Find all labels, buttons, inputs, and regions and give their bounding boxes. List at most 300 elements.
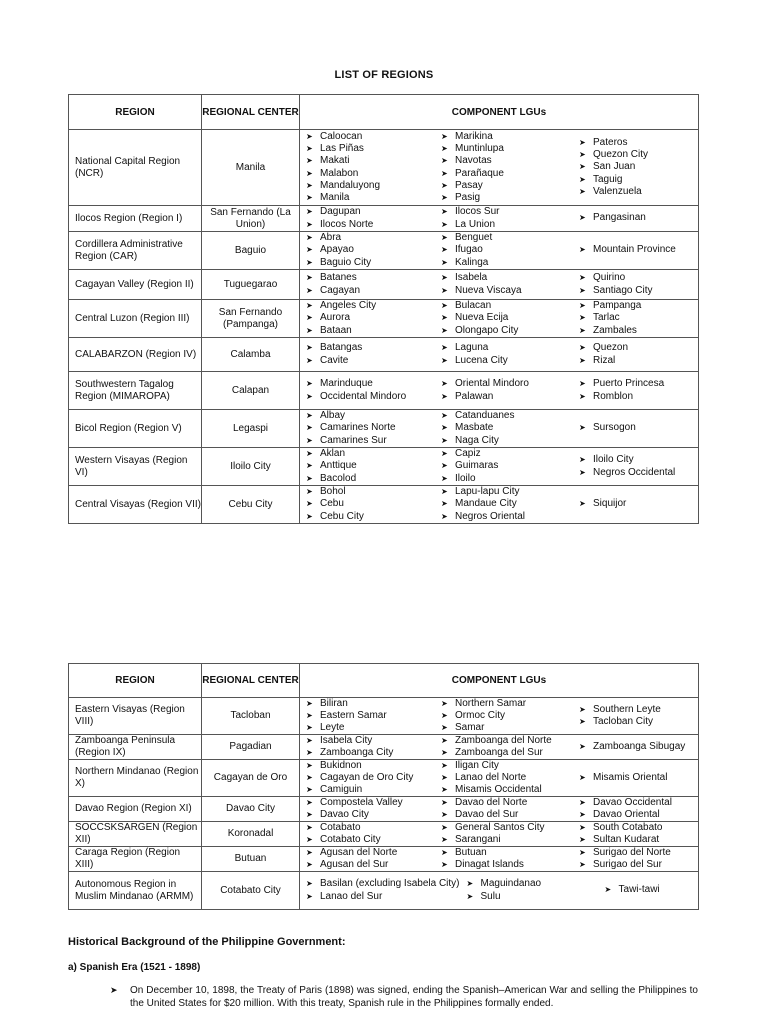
region-name: Northern Mindanao (Region X): [69, 760, 202, 797]
lgu-item: [441, 192, 573, 204]
lgu-column: [300, 486, 434, 523]
lgu-item: [441, 272, 573, 284]
lgu-column: [573, 797, 698, 821]
lgu-item: [467, 878, 599, 890]
regional-center: Manila: [202, 130, 300, 206]
arrow-bullet-icon: ➤: [441, 273, 448, 283]
arrow-bullet-icon: ➤: [441, 219, 448, 229]
lgu-item: [579, 325, 698, 337]
region-name: Cordillera Administrative Region (CAR): [69, 232, 202, 270]
lgu-name: Malabon: [320, 167, 359, 179]
lgu-column: [300, 270, 434, 299]
lgu-name: Cebu: [320, 498, 344, 510]
arrow-bullet-icon: ➤: [441, 487, 448, 497]
arrow-bullet-icon: ➤: [579, 213, 586, 223]
lgu-column: [434, 232, 573, 269]
arrow-bullet-icon: ➤: [441, 710, 448, 720]
arrow-bullet-icon: ➤: [441, 411, 448, 421]
arrow-bullet-icon: ➤: [579, 835, 586, 844]
lgu-item: [579, 186, 698, 198]
lgu-name: Iloilo: [455, 472, 476, 484]
lgu-item: [441, 809, 573, 821]
lgu-item: [306, 131, 434, 143]
lgu-item: [306, 784, 434, 796]
lgu-name: Tawi-tawi: [618, 884, 660, 896]
arrow-bullet-icon: ➤: [306, 257, 313, 267]
arrow-bullet-icon: ➤: [306, 192, 313, 202]
arrow-bullet-icon: ➤: [306, 435, 313, 445]
component-lgus: [300, 847, 699, 872]
lgu-item: [579, 300, 698, 312]
lgu-item: [306, 272, 434, 284]
lgu-name: Zamboanga del Sur: [455, 747, 543, 758]
lgu-name: Pateros: [593, 136, 628, 148]
lgu-column: [573, 822, 698, 846]
arrow-bullet-icon: ➤: [441, 131, 448, 141]
lgu-name: Abra: [320, 232, 342, 244]
lgu-name: Marinduque: [320, 378, 373, 390]
lgu-name: Bulacan: [455, 300, 492, 312]
lgu-name: Isabela: [455, 272, 488, 284]
component-lgus: [300, 372, 699, 410]
arrow-bullet-icon: ➤: [441, 301, 448, 311]
lgu-item: [579, 822, 698, 834]
lgu-name: Bohol: [320, 486, 346, 498]
lgu-name: Muntinlupa: [455, 143, 504, 155]
lgu-name: San Juan: [593, 161, 636, 173]
lgu-name: Romblon: [593, 390, 634, 402]
lgu-item: [306, 498, 434, 510]
lgu-name: Marikina: [455, 130, 493, 142]
regional-center: San Fernando (Pampanga): [202, 300, 300, 338]
lgu-item: [441, 498, 573, 510]
lgu-column: [300, 206, 434, 231]
lgu-item: [306, 698, 434, 710]
lgu-column: [434, 372, 573, 409]
lgu-name: Lanao del Sur: [320, 890, 383, 902]
lgu-column: [300, 338, 434, 371]
subsection-heading: a) Spanish Era (1521 - 1898): [68, 962, 201, 973]
lgu-item: [306, 325, 434, 337]
paragraph-bullet-icon: ➤: [110, 985, 118, 995]
lgu-item: [306, 710, 434, 722]
region-row: [69, 760, 699, 797]
lgu-item: [441, 448, 573, 460]
region-row: [69, 486, 699, 524]
lgu-column: [434, 760, 573, 796]
lgu-item: [579, 834, 698, 846]
region-name: Western Visayas (Region VI): [69, 448, 202, 486]
header-regional-center: REGIONAL CENTER: [202, 664, 300, 698]
region-name: Davao Region (Region XI): [69, 797, 202, 822]
lgu-column: [300, 797, 434, 821]
lgu-name: Lucena City: [455, 354, 508, 366]
lgu-name: Nueva Viscaya: [455, 284, 522, 296]
lgu-item: [579, 378, 698, 390]
lgu-column: [573, 486, 698, 523]
lgu-item: [579, 391, 698, 403]
lgu-name: Camarines Sur: [320, 434, 387, 446]
arrow-bullet-icon: ➤: [306, 860, 313, 869]
region-name: SOCCSKSARGEN (Region XII): [69, 822, 202, 847]
lgu-column: [573, 270, 698, 299]
arrow-bullet-icon: ➤: [579, 772, 586, 782]
arrow-bullet-icon: ➤: [441, 847, 448, 857]
arrow-bullet-icon: ➤: [579, 273, 586, 283]
lgu-name: Guimaras: [455, 460, 499, 472]
lgu-item: [306, 285, 434, 297]
lgu-item: [441, 747, 573, 759]
component-lgus: [300, 797, 699, 822]
lgu-item: [579, 342, 698, 354]
arrow-bullet-icon: ➤: [579, 162, 586, 172]
lgu-item: [306, 219, 434, 231]
lgu-name: Leyte: [320, 722, 345, 734]
regions-table-1: [68, 94, 699, 524]
header-region: REGION: [69, 664, 202, 698]
lgu-column: [434, 130, 573, 205]
lgu-item: [441, 325, 573, 337]
lgu-name: Samar: [455, 722, 485, 734]
region-row: [69, 300, 699, 338]
lgu-name: Sultan Kudarat: [593, 834, 660, 845]
lgu-name: Baguio City: [320, 256, 372, 268]
lgu-name: Parañaque: [455, 167, 504, 179]
component-lgus: [300, 760, 699, 797]
lgu-item: [441, 355, 573, 367]
arrow-bullet-icon: ➤: [306, 822, 313, 832]
lgu-column: [573, 130, 698, 205]
lgu-item: [579, 797, 698, 809]
lgu-item: [441, 473, 573, 485]
lgu-name: Mountain Province: [593, 244, 676, 256]
lgu-name: Manila: [320, 191, 350, 203]
arrow-bullet-icon: ➤: [579, 150, 586, 160]
lgu-item: [441, 486, 573, 498]
arrow-bullet-icon: ➤: [306, 499, 313, 509]
lgu-item: [306, 809, 434, 821]
component-lgus: [300, 735, 699, 760]
arrow-bullet-icon: ➤: [604, 885, 612, 895]
lgu-name: Iligan City: [455, 759, 499, 771]
region-name: Ilocos Region (Region I): [69, 206, 202, 232]
lgu-item: [306, 760, 434, 772]
component-lgus: [300, 698, 699, 735]
arrow-bullet-icon: ➤: [441, 355, 448, 365]
lgu-name: Quezon: [593, 342, 629, 354]
lgu-column: [573, 372, 698, 409]
lgu-name: Sursogon: [593, 422, 636, 434]
lgu-name: Capiz: [455, 448, 481, 460]
lgu-item: [441, 285, 573, 297]
header-component-lgus: COMPONENT LGUs: [300, 95, 699, 130]
history-paragraph: On December 10, 1898, the Treaty of Paris (1898) was signed, ending the Spanish–American War and selling the Philippines to the United States for $20 million. With this treaty, Spanish rule in the Philippines formally ended.: [130, 985, 698, 1009]
arrow-bullet-icon: ➤: [306, 487, 313, 497]
lgu-name: Zamboanga Sibugay: [593, 740, 686, 752]
lgu-item: [306, 257, 434, 269]
lgu-name: Albay: [320, 410, 346, 422]
page-title: LIST OF REGIONS: [334, 69, 434, 81]
lgu-item: [441, 710, 573, 722]
lgu-column: [573, 410, 698, 447]
lgu-name: Sarangani: [455, 834, 501, 845]
region-name: National Capital Region (NCR): [69, 130, 202, 206]
arrow-bullet-icon: ➤: [306, 698, 313, 708]
lgu-name: Laguna: [455, 342, 489, 354]
lgu-name: Mandaluyong: [320, 179, 381, 191]
lgu-item: [306, 168, 434, 180]
lgu-column: [573, 448, 698, 485]
arrow-bullet-icon: ➤: [579, 797, 586, 807]
lgu-name: Palawan: [455, 390, 494, 402]
lgu-name: Naga City: [455, 434, 499, 446]
arrow-bullet-icon: ➤: [441, 748, 448, 757]
component-lgus: [300, 338, 699, 372]
arrow-bullet-icon: ➤: [306, 207, 313, 217]
arrow-bullet-icon: ➤: [306, 301, 313, 311]
lgu-name: Anttique: [320, 460, 357, 472]
arrow-bullet-icon: ➤: [441, 860, 448, 869]
arrow-bullet-icon: ➤: [579, 355, 586, 365]
arrow-bullet-icon: ➤: [579, 245, 586, 255]
arrow-bullet-icon: ➤: [306, 355, 313, 365]
regional-center: Tuguegarao: [202, 270, 300, 300]
lgu-name: Batanes: [320, 272, 357, 284]
lgu-name: Camarines Norte: [320, 422, 396, 434]
regional-center: Cotabato City: [202, 872, 300, 910]
region-row: [69, 735, 699, 760]
arrow-bullet-icon: ➤: [441, 325, 448, 335]
lgu-name: Butuan: [455, 846, 487, 858]
lgu-name: Quirino: [593, 272, 626, 284]
lgu-item: [306, 232, 434, 244]
lgu-name: Ormoc City: [455, 709, 505, 721]
arrow-bullet-icon: ➤: [441, 760, 448, 770]
arrow-bullet-icon: ➤: [306, 156, 313, 166]
lgu-column: [300, 847, 434, 871]
lgu-name: Zamboanga del Norte: [455, 734, 552, 746]
regional-center: Butuan: [202, 847, 300, 872]
arrow-bullet-icon: ➤: [306, 423, 313, 433]
arrow-bullet-icon: ➤: [579, 499, 586, 509]
lgu-column: [460, 872, 599, 909]
lgu-item: [441, 219, 573, 231]
lgu-name: Santiago City: [593, 284, 653, 296]
arrow-bullet-icon: ➤: [579, 847, 586, 857]
arrow-bullet-icon: ➤: [306, 760, 313, 770]
lgu-name: Makati: [320, 155, 350, 167]
lgu-item: [579, 212, 698, 224]
arrow-bullet-icon: ➤: [306, 511, 313, 521]
region-row: [69, 698, 699, 735]
arrow-bullet-icon: ➤: [306, 343, 313, 353]
header-regional-center: REGIONAL CENTER: [202, 95, 300, 130]
lgu-item: [441, 206, 573, 218]
lgu-item: [306, 847, 434, 859]
lgu-column: [573, 232, 698, 269]
arrow-bullet-icon: ➤: [306, 180, 313, 190]
component-lgus: [300, 872, 699, 910]
arrow-bullet-icon: ➤: [579, 741, 586, 751]
arrow-bullet-icon: ➤: [306, 810, 313, 819]
lgu-name: Sulu: [480, 890, 501, 902]
lgu-item: [306, 859, 434, 871]
lgu-column: [434, 822, 573, 846]
lgu-name: Cagayan de Oro City: [320, 771, 414, 783]
lgu-name: Aklan: [320, 448, 346, 460]
arrow-bullet-icon: ➤: [306, 144, 313, 154]
lgu-item: [441, 143, 573, 155]
component-lgus: [300, 270, 699, 300]
region-name: Eastern Visayas (Region VIII): [69, 698, 202, 735]
lgu-name: Pangasinan: [593, 212, 646, 224]
lgu-name: Ifugao: [455, 244, 483, 256]
arrow-bullet-icon: ➤: [441, 233, 448, 243]
lgu-name: Davao del Sur: [455, 809, 519, 820]
lgu-name: Misamis Occidental: [455, 784, 542, 796]
lgu-column: [434, 797, 573, 821]
lgu-item: [306, 891, 460, 903]
lgu-name: Davao Oriental: [593, 809, 660, 820]
regional-center: Iloilo City: [202, 448, 300, 486]
lgu-item: [441, 342, 573, 354]
lgu-name: Davao City: [320, 809, 369, 820]
lgu-name: Isabela City: [320, 734, 373, 746]
lgu-column: [573, 735, 698, 759]
regional-center: Cebu City: [202, 486, 300, 524]
lgu-name: Surigao del Norte: [593, 846, 671, 858]
lgu-column: [573, 847, 698, 871]
lgu-item: [306, 460, 434, 472]
lgu-item: [306, 878, 460, 890]
lgu-item: [306, 772, 434, 784]
lgu-column: [434, 847, 573, 871]
lgu-name: South Cotabato: [593, 821, 663, 833]
lgu-item: [306, 192, 434, 204]
lgu-name: Mandaue City: [455, 498, 517, 510]
arrow-bullet-icon: ➤: [441, 698, 448, 708]
arrow-bullet-icon: ➤: [306, 797, 313, 807]
lgu-column: [573, 206, 698, 231]
lgu-name: Bataan: [320, 324, 352, 336]
lgu-item: [579, 244, 698, 256]
arrow-bullet-icon: ➤: [441, 180, 448, 190]
lgu-item: [579, 312, 698, 324]
arrow-bullet-icon: ➤: [441, 473, 448, 483]
arrow-bullet-icon: ➤: [306, 449, 313, 459]
lgu-item: [306, 822, 434, 834]
arrow-bullet-icon: ➤: [441, 245, 448, 255]
lgu-column: [300, 372, 434, 409]
lgu-name: Lapu-lapu City: [455, 486, 520, 498]
lgu-item: [441, 511, 573, 523]
region-name: Central Luzon (Region III): [69, 300, 202, 338]
lgu-item: [441, 822, 573, 834]
lgu-name: Oriental Mindoro: [455, 378, 529, 390]
arrow-bullet-icon: ➤: [306, 879, 313, 889]
lgu-column: [434, 448, 573, 485]
arrow-bullet-icon: ➤: [306, 273, 313, 283]
lgu-name: Angeles City: [320, 300, 377, 312]
region-row: [69, 232, 699, 270]
lgu-item: [579, 847, 698, 859]
lgu-name: Cebu City: [320, 510, 364, 522]
lgu-name: Maguindanao: [480, 878, 542, 890]
lgu-item: [579, 859, 698, 871]
regional-center: Calamba: [202, 338, 300, 372]
region-name: Cagayan Valley (Region II): [69, 270, 202, 300]
lgu-item: [579, 704, 698, 716]
arrow-bullet-icon: ➤: [579, 285, 586, 295]
lgu-item: [441, 131, 573, 143]
lgu-name: Eastern Samar: [320, 709, 387, 721]
regional-center: Koronadal: [202, 822, 300, 847]
arrow-bullet-icon: ➤: [306, 710, 313, 720]
arrow-bullet-icon: ➤: [579, 174, 586, 184]
arrow-bullet-icon: ➤: [306, 168, 313, 178]
arrow-bullet-icon: ➤: [579, 860, 586, 869]
lgu-name: Bacolod: [320, 472, 357, 484]
arrow-bullet-icon: ➤: [306, 473, 313, 483]
arrow-bullet-icon: ➤: [441, 435, 448, 445]
arrow-bullet-icon: ➤: [579, 313, 586, 323]
region-row: [69, 847, 699, 872]
arrow-bullet-icon: ➤: [306, 285, 313, 295]
arrow-bullet-icon: ➤: [306, 245, 313, 255]
arrow-bullet-icon: ➤: [441, 156, 448, 166]
lgu-item: [306, 797, 434, 809]
arrow-bullet-icon: ➤: [441, 723, 448, 733]
region-row: [69, 448, 699, 486]
arrow-bullet-icon: ➤: [441, 735, 448, 745]
lgu-item: [306, 486, 434, 498]
lgu-name: Olongapo City: [455, 324, 519, 336]
arrow-bullet-icon: ➤: [579, 704, 586, 714]
arrow-bullet-icon: ➤: [441, 144, 448, 154]
lgu-column: [300, 698, 434, 734]
header-region: REGION: [69, 95, 202, 130]
lgu-item: [306, 435, 434, 447]
lgu-name: Negros Oriental: [455, 510, 526, 522]
lgu-name: Batangas: [320, 342, 363, 354]
lgu-name: Negros Occidental: [593, 466, 676, 478]
lgu-name: Davao del Norte: [455, 796, 528, 808]
lgu-column: [434, 698, 573, 734]
arrow-bullet-icon: ➤: [306, 891, 313, 901]
lgu-name: Bukidnon: [320, 759, 362, 771]
arrow-bullet-icon: ➤: [306, 131, 313, 141]
arrow-bullet-icon: ➤: [466, 879, 474, 889]
component-lgus: [300, 130, 699, 206]
arrow-bullet-icon: ➤: [579, 343, 586, 353]
arrow-bullet-icon: ➤: [579, 467, 586, 477]
arrow-bullet-icon: ➤: [306, 461, 313, 471]
region-row: [69, 338, 699, 372]
arrow-bullet-icon: ➤: [441, 511, 448, 521]
lgu-name: Southern Leyte: [593, 703, 661, 715]
arrow-bullet-icon: ➤: [441, 499, 448, 509]
lgu-name: Puerto Princesa: [593, 378, 665, 390]
arrow-bullet-icon: ➤: [579, 423, 586, 433]
lgu-name: Navotas: [455, 155, 492, 167]
arrow-bullet-icon: ➤: [306, 835, 313, 844]
arrow-bullet-icon: ➤: [579, 325, 586, 335]
lgu-name: Tacloban City: [593, 716, 654, 727]
arrow-bullet-icon: ➤: [441, 835, 448, 844]
lgu-column: [573, 760, 698, 796]
lgu-name: Rizal: [593, 354, 616, 366]
lgu-name: Agusan del Sur: [320, 859, 389, 870]
